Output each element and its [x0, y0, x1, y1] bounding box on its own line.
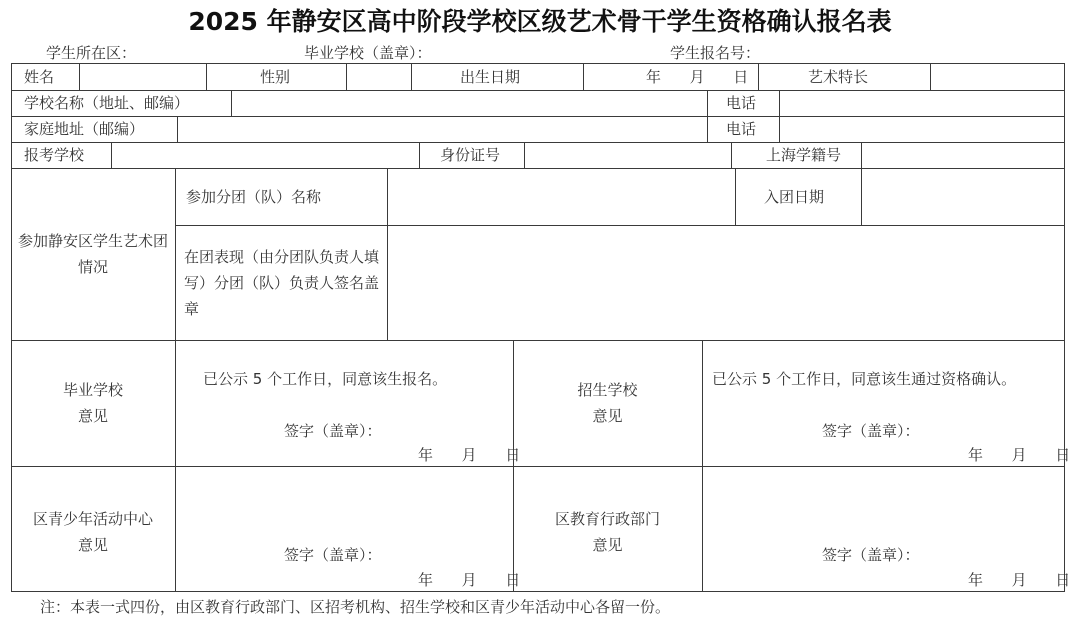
col-line [411, 63, 412, 91]
enroll-school-sign: 签字（盖章）： [822, 422, 920, 440]
enroll-school-opinion-text: 已公示 5 个工作日，同意该生通过资格确认。 [712, 370, 1017, 388]
col-line [177, 116, 178, 143]
birthdate-label: 出生日期 [460, 68, 521, 86]
gender-label: 性别 [260, 68, 291, 86]
join-date-label: 入团日期 [764, 188, 825, 206]
birthdate-ymd: 年 月 日 [646, 68, 749, 86]
shanghai-student-no-label: 上海学籍号 [766, 146, 842, 164]
row-line [175, 225, 1065, 226]
col-line [702, 340, 703, 592]
col-line [861, 168, 862, 226]
col-line [779, 90, 780, 143]
col-line [861, 142, 862, 169]
phone-label: 电话 [726, 120, 757, 138]
grad-school-opinion-text: 已公示 5 个工作日，同意该生报名。 [203, 370, 448, 388]
row-line [11, 340, 1065, 341]
col-line [735, 168, 736, 226]
col-line [583, 63, 584, 91]
home-address-label: 家庭地址（邮编） [24, 120, 145, 138]
row-line [11, 466, 1065, 467]
signup-no-label: 学生报名号： [670, 44, 761, 62]
footnote: 注：本表一式四份，由区教育行政部门、区招考机构、招生学校和区青少年活动中心各留一份。 [40, 598, 671, 616]
row-line [11, 142, 1065, 143]
grad-school-opinion-label: 毕业学校 意见 [62, 381, 123, 425]
col-line [387, 168, 388, 341]
table-border-bottom [11, 591, 1065, 592]
col-line [231, 90, 232, 117]
col-line [930, 63, 931, 91]
youth-center-opinion-label: 区青少年活动中心 意见 [32, 510, 153, 554]
col-line [758, 63, 759, 91]
apply-school-label: 报考学校 [24, 146, 85, 164]
enroll-school-date: 年 月 日 [968, 446, 1071, 464]
youth-center-sign: 签字（盖章）： [284, 546, 382, 564]
row-line [11, 168, 1065, 169]
branch-name-label: 参加分团（队）名称 [186, 188, 322, 206]
name-label: 姓名 [24, 68, 55, 86]
troupe-label: 参加静安区学生艺术团情况 [17, 232, 168, 276]
youth-center-date: 年 月 日 [418, 571, 521, 589]
col-line [731, 142, 732, 169]
col-line [346, 63, 347, 91]
id-card-label: 身份证号 [440, 146, 501, 164]
col-line [419, 142, 420, 169]
school-label: 毕业学校（盖章）： [304, 44, 432, 62]
col-line [79, 63, 80, 91]
form-title: 2025 年静安区高中阶段学校区级艺术骨干学生资格确认报名表 [188, 7, 892, 36]
edu-dept-date: 年 月 日 [968, 571, 1071, 589]
district-label: 学生所在区： [46, 44, 137, 62]
phone-label: 电话 [726, 94, 757, 112]
edu-dept-sign: 签字（盖章）： [822, 546, 920, 564]
row-line [11, 90, 1065, 91]
school-name-label: 学校名称（地址、邮编） [24, 94, 190, 112]
col-line [111, 142, 112, 169]
specialty-label: 艺术特长 [808, 68, 869, 86]
col-line [524, 142, 525, 169]
col-line [206, 63, 207, 91]
col-line [175, 168, 176, 592]
edu-dept-opinion-label: 区教育行政部门 意见 [554, 510, 660, 554]
enroll-school-opinion-label: 招生学校 意见 [577, 381, 638, 425]
grad-school-date: 年 月 日 [418, 446, 521, 464]
performance-label: 在团表现（由分团队负责人填写）分团（队）负责人签名盖章 [184, 248, 380, 318]
grad-school-sign: 签字（盖章）： [284, 422, 382, 440]
table-border-top [11, 63, 1065, 64]
col-line [707, 90, 708, 143]
row-line [11, 116, 1065, 117]
